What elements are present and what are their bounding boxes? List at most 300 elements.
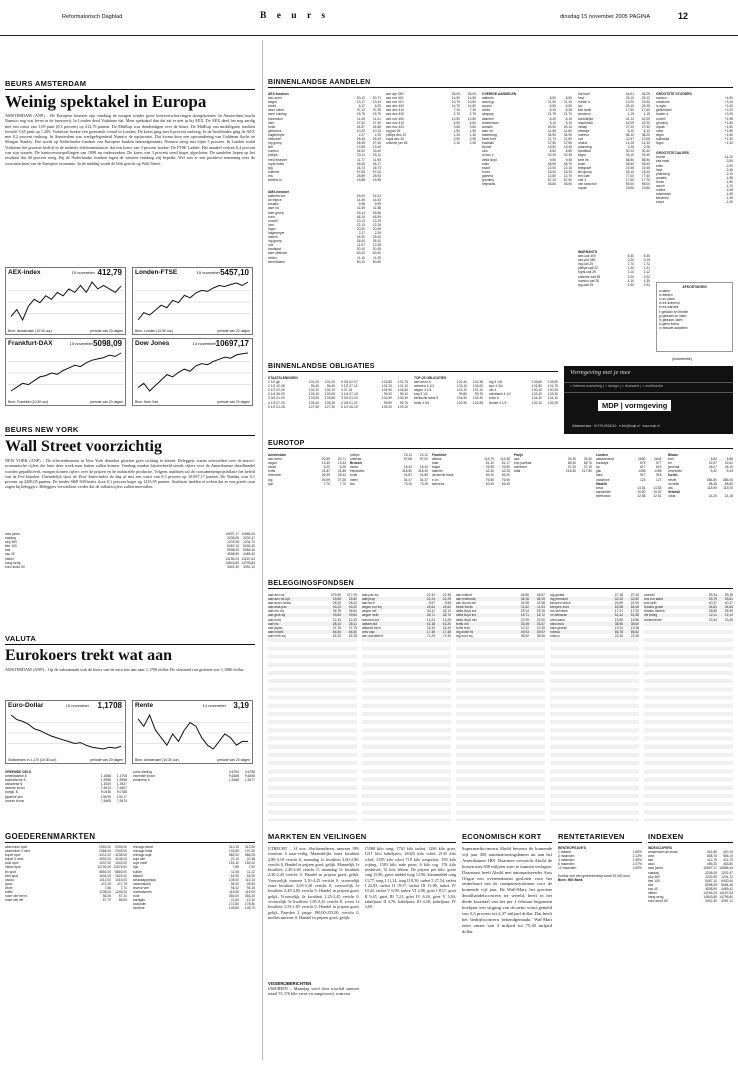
table-cell: 15,65 <box>332 597 341 602</box>
table-cell: 103,30 <box>547 392 558 397</box>
chart-title: Dow Jones <box>135 340 170 347</box>
table-cell: 23,44 <box>708 617 717 622</box>
table-cell: 1,10 <box>627 270 634 275</box>
table-cell: 38,10 <box>625 132 634 137</box>
table-cell: suiker <box>133 869 142 874</box>
table-cell: 26,99 <box>321 477 330 482</box>
table-cell: 14795,84 <box>719 895 733 900</box>
table-cell: 11,62 <box>520 605 529 610</box>
table-cell: 8,20 <box>549 116 556 121</box>
chart-plot <box>8 350 124 396</box>
table-cell: 36,81 <box>348 609 357 614</box>
table-cell: unilever <box>268 169 280 174</box>
chart-caption-period: periode van 20 dagen <box>217 400 250 404</box>
table-cell: 1015,00 <box>115 877 127 882</box>
table-cell: aex nov 410 <box>386 120 404 125</box>
table-cell: deense kroon <box>5 786 25 791</box>
section-rentetarieven <box>558 832 642 882</box>
table-cell: 14,80 <box>467 104 476 109</box>
table-cell: 40,37 <box>708 601 717 606</box>
table-row <box>414 401 483 405</box>
table-cell: ing groep <box>268 141 282 146</box>
table-cell: 24,98 <box>520 601 529 606</box>
table-cell: 12,75 <box>563 173 572 178</box>
table-cell: 6,25 <box>339 465 346 470</box>
table-cell: kendrion <box>578 112 591 117</box>
table-cell: 312,50 <box>244 845 255 849</box>
table-cell: kas bank <box>578 108 592 113</box>
table-cell: euro stoxx 50 <box>5 564 25 569</box>
table-cell: ruwe olie brent <box>5 894 27 899</box>
table-cell: 577 <box>655 461 662 466</box>
chart-plot <box>8 279 124 325</box>
table-cell: 30,25 <box>563 153 572 158</box>
table-cell: euro stoxx 50 <box>648 899 668 904</box>
table-cell: kpn 4 3/4 <box>489 384 503 389</box>
table-cell: ahold <box>268 465 277 470</box>
table-cell: accell <box>656 183 665 188</box>
table-cell: hunter d. <box>578 100 592 105</box>
table-body <box>268 453 346 486</box>
table-cell: bayer <box>432 465 441 470</box>
table-cell: ing global <box>550 593 565 597</box>
table-cell: 45,19 <box>536 597 545 602</box>
table-cell: fortis obl <box>456 621 469 626</box>
table-cell: fornix <box>656 179 665 184</box>
table-cell: zink spot <box>5 873 19 878</box>
table-cell: 11,77 <box>356 157 365 162</box>
advertisement-mdp[interactable] <box>564 366 733 434</box>
table-cell: 11,90 <box>372 157 381 162</box>
table-cell: kempen euro <box>550 605 570 610</box>
table-cell: 1,90 <box>627 282 634 287</box>
table-row <box>5 799 127 803</box>
table-cell: aegon eur eq <box>362 605 382 610</box>
table-cell: 15,45 <box>563 145 572 150</box>
section-title: INDEXEN <box>648 832 733 843</box>
table-cell: aab hold <box>268 617 281 622</box>
table-cell: 33,81 <box>724 597 733 602</box>
table-cell: 11,25 <box>372 255 381 260</box>
table-cell: kas bank <box>656 159 670 164</box>
section-goederenmarkten <box>5 832 255 1068</box>
table-cell: 99,75 <box>474 392 483 397</box>
table-cell: 1233,95 <box>705 874 717 879</box>
table-cell: sligro <box>656 132 664 137</box>
chart-caption-period: periode van 20 dagen <box>90 329 123 333</box>
subhead-visserij: VISSERIJBERICHTEN <box>268 981 312 986</box>
table-cell: aab glob eq <box>268 613 286 618</box>
table-cell: 29,83 <box>332 613 341 618</box>
table-cell: heineken <box>268 137 282 142</box>
table-cell: 7,8475 <box>116 798 127 803</box>
table-cell: ico <box>578 104 583 109</box>
table-cell: 33,10 <box>625 153 634 158</box>
table-row <box>596 494 662 498</box>
table-cell: eriks <box>656 163 663 168</box>
table-cell: wolters kl. <box>268 177 283 182</box>
article-valuta <box>5 634 255 672</box>
table-cell: 12,05 <box>641 137 650 142</box>
table-cell: 9,99 <box>374 202 381 207</box>
table-col <box>644 593 733 821</box>
box-afkortingen <box>656 282 733 352</box>
table-cell: +3,10 <box>724 100 733 105</box>
table-cell: aex nov 420 <box>386 124 404 129</box>
table-cell: 68,50 <box>625 157 634 162</box>
table-cell: 63,98 <box>614 605 623 610</box>
table-cell: airspray <box>482 112 494 117</box>
table-cell: 418,30 <box>417 469 428 474</box>
table-cell: soja meel <box>133 861 148 866</box>
advert-label: (Advertentie) <box>672 357 693 361</box>
table-cell: 418,50 <box>401 469 412 474</box>
table-cell: aex dec 410 <box>386 108 404 113</box>
table-cell: 6,28 <box>565 108 572 113</box>
table-cell: 103,00 <box>472 384 483 389</box>
table-cell: boskalis <box>482 141 494 146</box>
table-cell: 37,79 <box>348 625 357 630</box>
table-cell: 13,13 <box>356 218 365 223</box>
table-cell: bnp paribas <box>514 461 532 466</box>
table-title: VREEMDE GELD <box>5 770 32 774</box>
table-cell: Amsterdam <box>268 453 287 457</box>
table-cell: 14,30 <box>641 141 650 146</box>
table-cell: 4489,42 <box>243 552 255 557</box>
table-cell: 1498 <box>654 469 662 474</box>
table-row <box>362 634 451 638</box>
table-cell: abn amro <box>268 96 282 101</box>
table-cell: 41,29 <box>442 597 451 602</box>
table-cell: imtech <box>268 235 278 240</box>
table-cell: 119,20 <box>723 485 733 490</box>
table-cell: 99,80 <box>458 392 467 397</box>
table-cell: buhrmann <box>268 116 283 121</box>
table-cell: tin spot <box>5 869 16 874</box>
table-cell: 100,50 <box>381 396 392 401</box>
table-cell: 77,00 <box>625 173 634 178</box>
table-cell: 2,27 <box>358 231 365 235</box>
table-cell: 441,80 <box>706 850 717 855</box>
table-cell: voerkalveren <box>133 890 152 895</box>
table-cell: 63,00 <box>356 251 365 256</box>
table-cell: aab aex nd opt <box>268 597 290 602</box>
table-cell: 99,20 <box>383 392 392 397</box>
table-eurotop-d <box>514 453 592 573</box>
table-cell: 24,64 <box>426 605 435 610</box>
table-cell: 45,16 <box>520 597 529 602</box>
table-cell: koninklijke <box>578 116 594 121</box>
table-cell: crucell <box>656 116 666 121</box>
table-cell: 193,50 <box>228 849 239 854</box>
table-cell: nikkei <box>648 891 657 896</box>
table-cell: d=ex-dividend <box>659 301 680 306</box>
table-cell: amv cap <box>362 629 375 634</box>
table-cell: 38,95 <box>536 633 545 638</box>
table-cell: 33,40 <box>641 153 650 158</box>
table-cell: 1,1658 <box>100 774 111 779</box>
table-cell: pharming <box>578 145 592 150</box>
section-binnenlandse-obligaties <box>268 363 558 372</box>
table-cell: 11,05 <box>356 116 365 121</box>
table-cell: sns eur aand <box>644 597 664 602</box>
table-cell: nasdaq <box>5 536 16 541</box>
table-title: AEX-fondsen <box>268 92 289 96</box>
table-cell: 101,10 <box>472 388 483 393</box>
table-cell: 99,40 <box>230 881 239 886</box>
table-cell: 54,54 <box>332 629 341 634</box>
table-cell: aab tech <box>362 601 375 606</box>
table-cell: exact <box>656 200 664 205</box>
series-line <box>138 715 248 749</box>
table-row <box>668 494 734 498</box>
table-cell: 53,14 <box>356 210 365 215</box>
table-cell: 5,10 <box>549 120 556 125</box>
table-cell: 16,34 <box>442 625 451 630</box>
table-cell: 119,48 <box>500 457 510 462</box>
table-cell: 80,50 <box>372 259 381 264</box>
table-cell: 5 1/2 01-28 <box>268 404 285 409</box>
table-cell: 1,80% <box>632 850 642 855</box>
table-cell: 58,90 <box>118 898 127 903</box>
table-cell: 2,05 <box>469 141 476 146</box>
table-cell: 24,85 <box>337 469 346 474</box>
table-cell: 12 maanden <box>558 866 577 871</box>
table-cell: 4,10 <box>627 278 634 283</box>
table-cell: allianz <box>432 457 442 462</box>
table-cell: 73,20 <box>403 481 412 486</box>
table-cell: 64,08 <box>630 605 639 610</box>
table-cell: 11,80 <box>563 137 572 142</box>
chart-date: 15 november <box>65 703 89 708</box>
table-cell: 10,25 <box>536 625 545 630</box>
table-cell: 15,98 <box>356 177 365 182</box>
table-cell: -1,80 <box>725 179 733 184</box>
table-cell: 11,60 <box>563 128 572 133</box>
section-title: BINNENLANDSE OBLIGATIES <box>268 363 558 372</box>
table-cell: 46,87 <box>536 593 545 597</box>
table-cell: 14,18 <box>724 493 733 498</box>
table-cell: 13,43 <box>372 100 381 105</box>
table-cell: shell 5 <box>489 396 499 401</box>
section-title: MARKTEN EN VEILINGEN <box>268 832 456 843</box>
table-cell: 17,48 <box>442 629 451 634</box>
table-row <box>5 565 255 569</box>
table-cell: getronics <box>268 128 282 133</box>
table-cell: arcadis <box>268 202 279 207</box>
rentetarieven-note: Euribor met een geleenbedrag vanaf 25.000 euro. <box>558 873 631 878</box>
table-cell: vedior <box>268 255 277 260</box>
table-cell: 119,79 <box>484 457 494 462</box>
table-cell: eni <box>667 461 672 466</box>
table-cell: 36,60 <box>641 161 650 166</box>
table-cell: 24,89 <box>614 601 623 606</box>
section-markten-veilingen <box>268 832 456 1061</box>
table-cell: fortis <box>350 473 358 478</box>
table-body <box>648 850 733 903</box>
table-cell: 16,20 <box>563 169 572 174</box>
table-cell: 36,75 <box>332 609 341 614</box>
table-body <box>414 380 558 405</box>
table-row <box>656 141 733 145</box>
table-cell: daimler <box>432 469 443 474</box>
table-cell: wereldhave <box>268 259 285 264</box>
table-cell: exact <box>482 165 490 170</box>
table-cell: 40,37 <box>724 601 733 606</box>
table-cell: unilever jan 56 <box>386 141 408 146</box>
table-cell: 5,40 <box>627 254 634 259</box>
table-cell: fugro <box>268 226 276 231</box>
table-cell: zwitserse fr. <box>133 778 151 783</box>
chart-caption: Slotkoersen in 1,170 (10:30 uur) <box>8 758 57 762</box>
table-cell: 22,13 <box>356 222 365 227</box>
table-cell: ruwe olie wti <box>5 898 24 903</box>
table-col <box>456 593 545 821</box>
table-cell: japanse yen <box>5 794 23 799</box>
table-cell: 49,97 <box>536 629 545 634</box>
table-cell: koper 3 mnd <box>5 857 24 862</box>
table-cell: reed elsevier <box>268 157 287 162</box>
table-cell: 22,61 <box>724 461 733 466</box>
chart-value: 3,19 <box>233 701 249 710</box>
table-cell: 38,60 <box>630 621 639 626</box>
table-cell: 57,65 <box>403 457 412 462</box>
table-cell: 101,10 <box>397 384 408 389</box>
table-cell: gamma <box>482 173 493 178</box>
table-cell: 1,91 <box>643 282 650 287</box>
table-body <box>268 96 381 182</box>
table-cell: 4236,00 <box>115 853 127 858</box>
table-cell: bng 3 1/2 <box>414 392 428 397</box>
table-cell: gelderland <box>656 108 672 113</box>
table-cell: 0,65 <box>453 124 460 129</box>
table-cell: 104,80 <box>397 388 408 393</box>
table-cell: ftse 100 <box>648 878 660 883</box>
table-cell: 102,10 <box>324 388 335 393</box>
table-cell: randstad <box>578 149 591 154</box>
table-cell: 99,80 <box>383 400 392 405</box>
table-cell: 22,57 <box>708 461 717 466</box>
table-cell: 6,84 <box>710 457 717 462</box>
table-cell: 28,74 <box>442 613 451 618</box>
table-cell: electrabel <box>350 469 365 474</box>
table-cell: alliance bern <box>362 625 381 630</box>
table-cell: 42,25 <box>501 469 510 474</box>
table-cell: 34,47 <box>403 477 412 482</box>
table-cell: zweedse kroon <box>133 774 156 779</box>
table-cell: 3391,12 <box>243 564 255 569</box>
table-cell: 45,25 <box>641 92 650 96</box>
table-row <box>578 283 650 287</box>
table-body <box>268 380 408 409</box>
table-cell: 13,44 <box>372 145 381 150</box>
table-cell: a=laten <box>659 289 670 294</box>
table-cell: 57,65 <box>356 169 365 174</box>
table-col <box>362 593 451 821</box>
body-wall-street: NEW YORK (ANP) – De effectenbeurzen in New York draaiden gisteren geen richting te kiezen. Beleggers waren ontevreden over de macro-economische cijfers die later deze week naar buiten zullen komen. Vandaag zouden bijvoorbeeld steeds cijfers over de Amerikaanse detailhandel worden gepubliceerd, morgen komen cijfers over de prijzen en de industriële productie. Volgens analisten zal de consumentenprijsinflatie het beleid van de Fed bepalen. Uiteindelijk sloot de Dow Jones-index de dag af met een winst van 0,3 procent op 10.697,17 punten. De Nasdaq won 0,1 procent op 2208,05 punten. De breder S&P 500-index sloot 0,1 procent hoger op 1233,95 punten. Analisten hadden al weken dat ze een goede toon zagen bij beleggers. Beleggers verwachten verder dat de inflatiecijfers zullen meevallen. <box>5 458 255 490</box>
table-cell: +1,50 <box>724 132 733 137</box>
table-cell: 10,92 <box>653 489 662 494</box>
table-cell: 27,43 <box>630 593 639 597</box>
chart-caption: Bron: New York <box>135 400 159 404</box>
table-cell: aex apr 350 <box>386 92 404 96</box>
ad-logo: MDP | vormgeving <box>598 400 671 411</box>
table-cell: ing dutch fd <box>456 629 474 634</box>
table-cell: 9,98 <box>358 202 365 207</box>
table-cell: 13,19 <box>372 218 381 223</box>
table-cell: 13,25 <box>442 617 451 622</box>
table-cell: 586,10 <box>722 854 733 859</box>
table-cell: 116,90 <box>245 890 255 895</box>
table-cell: 1,5477 <box>244 778 255 783</box>
table-cell: 0,19 <box>643 258 650 263</box>
table-cell: 10686,44 <box>719 866 733 871</box>
table-cell: 83,20 <box>501 473 510 478</box>
table-cell: hunter d. <box>656 112 670 117</box>
table-cell: 37,10 <box>583 465 592 470</box>
table-cell: 42,20 <box>641 120 650 125</box>
table-cell: corio <box>268 214 276 219</box>
table-cell: 10697,17 <box>225 532 239 536</box>
table-cell: nikkel spot <box>5 865 21 870</box>
body-markten: UTRECHT – 14 nov. Slachtrunderen, aanvoer 199; waarvan 6 naar-veilig. Maandelijks extra kwaliteit 2,80-3,10 vericht 0, maandag 1e kwaliteit 2,60-2,80; vericht 0, Handel in prijzen goed, gelijk. Mannelijk 1e kwaliteit 2,45-2,60 vericht 0, maandag 1e kwaliteit 2,30-2,45 vericht 0. Handel in prijzen goed, gelijk. Vrouwelijk vaarzen 3,10-4,25 vericht 0, vrouwelijk extra kwaliteit 2,05-3,20 vericht 0, vrouwelijk 1e kwaliteit 2,45-2,85 vericht 0. Handel in prijzen goed, gelijk. Vrouwelijk 2e kwaliteit 2,25-2,45 vericht 0, vrouwelijk 3e kwaliteit 1,85-2,25 vericht 0, worst 1e kwaliteit 1,55-1,85 vericht 0. Handel in prijzen goed, gelijk. Paarden 2 jarige 190,00-255,00, vericht 0, mollen aanvoer 0. Handel in prijzen goed, gelijk. <box>268 846 360 920</box>
table-cell: 14,81 <box>637 485 646 490</box>
table-staatsleningen <box>268 376 408 434</box>
table-cell: 10,75 <box>451 100 460 105</box>
table-cell: unilever <box>350 457 362 462</box>
table-cell: 52,05 <box>246 873 255 878</box>
table-cell: 5457,10 <box>705 878 717 883</box>
table-cell: 103,40 <box>531 392 542 397</box>
table-cell: 216,30 <box>565 469 576 474</box>
table-cell: 105,40 <box>308 400 319 405</box>
ad-nav: > internet-marketing | > design | > drukwerk | > multimedia <box>570 384 663 388</box>
table-cell: 6,25 <box>549 108 556 113</box>
table-cell: abn amro <box>268 457 282 462</box>
table-cell: 11,73 <box>547 137 556 142</box>
table-cell: tennet 4 1/2 <box>489 400 507 405</box>
table-cell: +4,90 <box>724 96 733 101</box>
table-cell: sinaasappelsap <box>133 877 156 882</box>
table-cell: 59,00 <box>641 182 650 187</box>
table-cell: robeco <box>550 629 561 634</box>
table-cell: 5084,46 <box>243 548 255 553</box>
table-cell: 26,10 <box>724 465 733 470</box>
table-cell: 127,50 <box>308 404 319 409</box>
table-cell: dsm <box>268 120 275 125</box>
table-cell: 66,78 <box>614 629 623 634</box>
table-cell: numico-call 30 <box>578 278 600 283</box>
table-cell: hsbc <box>596 473 603 478</box>
table-cell: royal dec 26 <box>386 137 404 142</box>
table-cell: aab neth eq <box>268 633 286 638</box>
table-cell: 6,17 <box>358 104 365 109</box>
table-cell: 41,24 <box>426 597 435 602</box>
table-cell: rabo global <box>550 625 567 630</box>
table-cell: -2,45 <box>725 167 733 172</box>
body-markten-2: 15588 kilo tong, 1730 kilo tarbot, 1286 kilo griet, 1211 kilo kabeljauw, 26325 kilo schol, 2145 kilo schol, 2185 kilo schol 718 kilo tongschar, 359 kilo wijting, 1583 kilo rode poon, 6 kilo rog, 176 kilo zeeduivel, 32 kilo lekens. De prijzen per kilo: grote tong 15,86, groot middel tong 13,96, kleinmiddel tong 13,77, tong I 11,14, tong II 8,30, tarbot 5 27,54, tarbot I 22,83, tarbot II 19,57, tarbot III 13,98, tarbot IV 10,42, tarbot V 6,90, tarbot VI 4,98, griet I 8,17, griet II 9,45, griet III 7,21, griet IV 6,20, griet V 5,04, kabeljauw II 4,76, kabeljauw III 4,38, kabeljauw IV 3,69. <box>364 846 456 910</box>
chart-plot <box>135 712 251 754</box>
table-cell: 1,72 <box>643 262 650 267</box>
table-cell: 34,37 <box>419 477 428 482</box>
table-cell: 42,50 <box>630 597 639 602</box>
table-cell: 49,93 <box>520 629 529 634</box>
table-cell: 0,90 <box>453 137 460 142</box>
table-cell: 42,43 <box>614 597 623 602</box>
table-cell: cac 40 <box>648 886 658 891</box>
table-cell: 217,80 <box>581 469 592 474</box>
table-row <box>133 778 255 782</box>
